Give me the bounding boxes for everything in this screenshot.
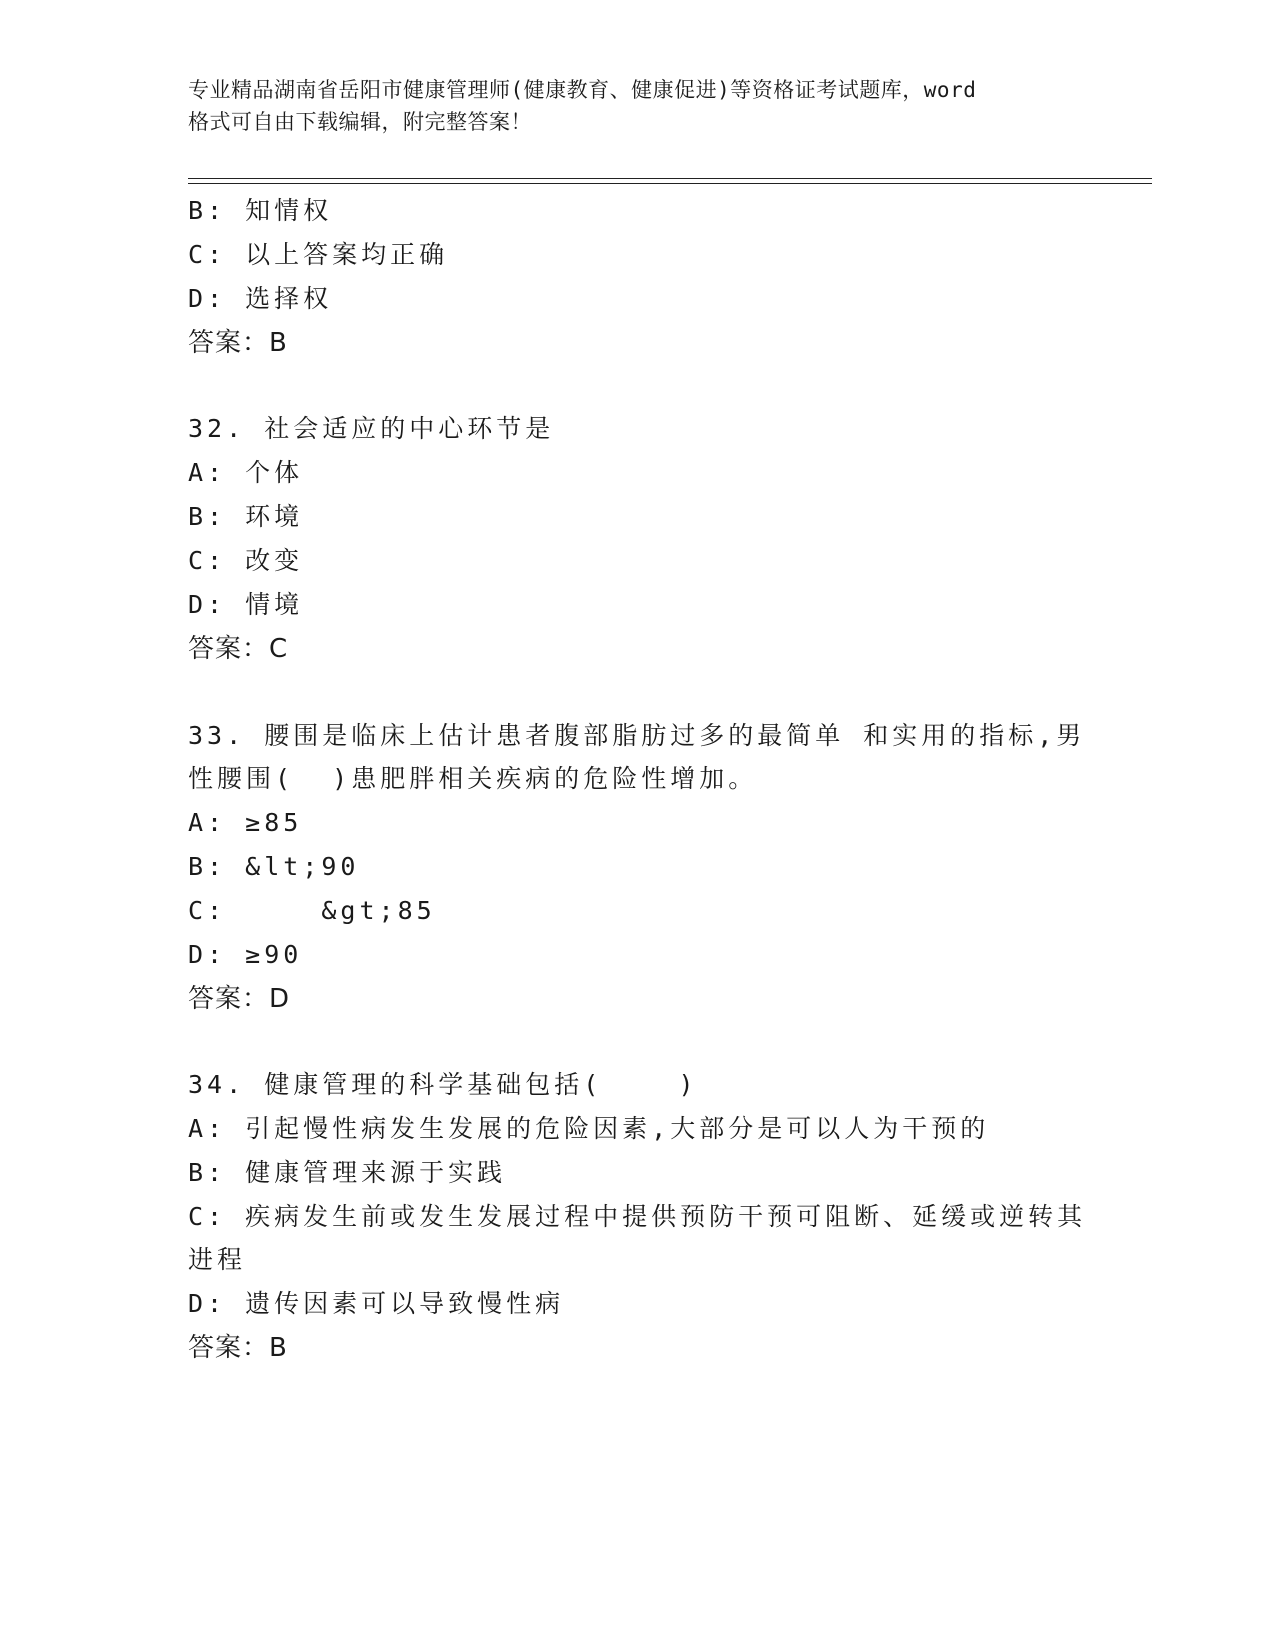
header-divider-bottom: [188, 183, 1152, 184]
q33-option-c: C: &gt;85: [188, 896, 436, 925]
q34-option-b: B: 健康管理来源于实践: [188, 1158, 507, 1187]
q33-stem-line-2: 性腰围( )患肥胖相关疾病的危险性增加。: [188, 764, 758, 793]
q31-option-d: D: 选择权: [188, 284, 333, 313]
q31-option-b: B: 知情权: [188, 196, 333, 225]
q34-option-c-line-1: C: 疾病发生前或发生发展过程中提供预防干预可阻断、延缓或逆转其: [188, 1202, 1087, 1231]
q34-stem: 34. 健康管理的科学基础包括( ): [188, 1070, 698, 1099]
q33-option-d: D: ≥90: [188, 940, 303, 969]
q31-answer: 答案：B: [188, 328, 288, 358]
q32-option-d: D: 情境: [188, 590, 304, 619]
header-line-2: 格式可自由下载编辑，附完整答案！: [188, 110, 532, 134]
q33-answer: 答案：D: [188, 984, 291, 1014]
header-line-1: 专业精品湖南省岳阳市健康管理师(健康教育、健康促进)等资格证考试题库，word: [188, 78, 977, 102]
q31-option-c: C: 以上答案均正确: [188, 240, 449, 269]
q34-option-d: D: 遗传因素可以导致慢性病: [188, 1289, 565, 1318]
q32-stem: 32. 社会适应的中心环节是: [188, 414, 555, 443]
q34-option-a: A: 引起慢性病发生发展的危险因素,大部分是可以人为干预的: [188, 1114, 990, 1143]
q32-answer: 答案：C: [188, 634, 289, 664]
q32-option-a: A: 个体: [188, 458, 304, 487]
q33-stem-line-1: 33. 腰围是临床上估计患者腹部脂肪过多的最简单 和实用的指标,男: [188, 721, 1086, 750]
q33-option-b: B: &lt;90: [188, 852, 360, 881]
q34-option-c-line-2: 进程: [188, 1245, 247, 1274]
q34-answer: 答案：B: [188, 1333, 288, 1363]
document-header: [188, 74, 1088, 138]
header-divider-top: [188, 178, 1152, 179]
q32-option-c: C: 改变: [188, 546, 304, 575]
q33-option-a: A: ≥85: [188, 808, 303, 837]
q32-option-b: B: 环境: [188, 502, 304, 531]
